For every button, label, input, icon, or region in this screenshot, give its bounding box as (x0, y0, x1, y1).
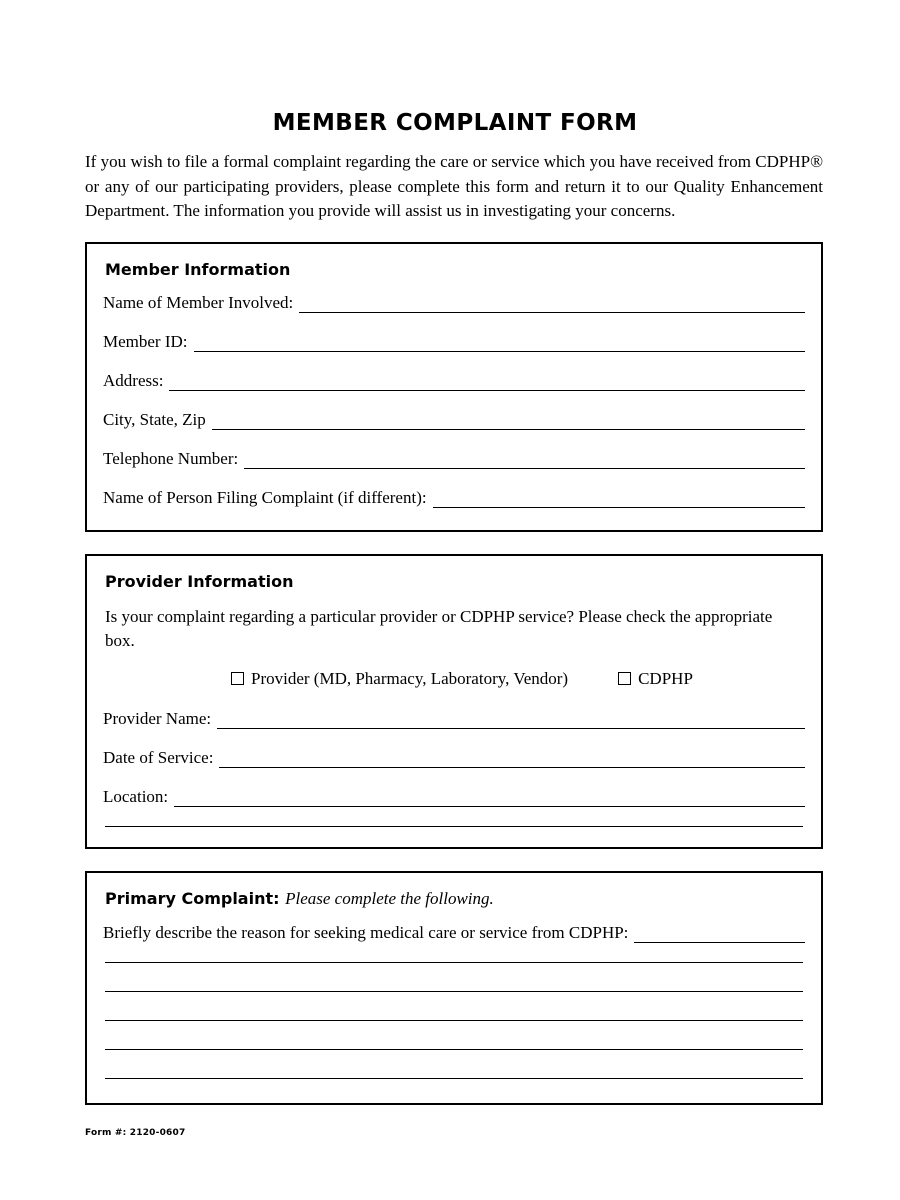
section-member-information (85, 242, 823, 532)
field-name-of-member-involved[interactable] (103, 293, 805, 313)
field-label: Provider Name: (103, 708, 212, 728)
field-label: Location: (103, 786, 169, 806)
complaint-answer-lines (103, 962, 805, 1079)
field-label: Telephone Number: (103, 448, 239, 468)
field-input-line[interactable] (217, 711, 805, 728)
field-label: Briefly describe the reason for seeking medical care or service from CDPHP: (103, 922, 629, 942)
field-input-line[interactable] (169, 374, 805, 391)
provider-checkbox-group (103, 669, 805, 689)
section-provider-information (85, 554, 823, 849)
field-name-of-person-filing-complaint[interactable] (103, 488, 805, 508)
checkbox-label: Provider (MD, Pharmacy, Laboratory, Vendor) (251, 668, 569, 688)
field-city-state-zip[interactable] (103, 410, 805, 430)
field-date-of-service[interactable] (103, 748, 805, 768)
checkbox-icon[interactable] (618, 672, 631, 685)
complaint-line[interactable] (105, 1049, 803, 1050)
complaint-line[interactable] (105, 962, 803, 963)
field-input-line[interactable] (433, 491, 805, 508)
checkbox-label: CDPHP (638, 668, 693, 688)
provider-question-text: Is your complaint regarding a particular provider or CDPHP service? Please check the appropriate box. (105, 606, 773, 650)
field-location[interactable] (103, 787, 805, 807)
page-title: MEMBER COMPLAINT FORM (272, 110, 638, 136)
field-input-line[interactable] (212, 413, 805, 430)
field-label: Name of Person Filing Complaint (if different): (103, 487, 427, 507)
intro-paragraph: If you wish to file a formal complaint regarding the care or service which you have received from CDPHP® or any of our participating providers, please complete this form and return it to our Quality Enhancement Department. The information you provide will assist us in investigating your concerns. (85, 152, 823, 221)
checkbox-provider[interactable] (231, 669, 568, 689)
field-label: Member ID: (103, 331, 188, 351)
section-primary-complaint (85, 871, 823, 1105)
field-label: Address: (103, 370, 164, 390)
field-input-line[interactable] (299, 296, 805, 313)
section-heading-member-information: Member Information (105, 259, 291, 279)
checkbox-icon[interactable] (231, 672, 244, 685)
field-telephone-number[interactable] (103, 449, 805, 469)
complaint-line[interactable] (105, 991, 803, 992)
complaint-line[interactable] (105, 1020, 803, 1021)
section-heading-primary-complaint (105, 889, 805, 909)
complaint-line[interactable] (105, 1078, 803, 1079)
checkbox-cdphp[interactable] (618, 669, 693, 689)
field-label: Name of Member Involved: (103, 292, 294, 312)
field-input-line[interactable] (219, 750, 805, 767)
section-heading-provider-information: Provider Information (105, 571, 294, 591)
field-address[interactable] (103, 371, 805, 391)
field-input-line[interactable] (174, 789, 805, 806)
form-number-footer: Form #: 2120-0607 (85, 1128, 186, 1138)
field-complaint-description[interactable] (103, 923, 805, 943)
field-member-id[interactable] (103, 332, 805, 352)
field-input-line[interactable] (244, 452, 805, 469)
form-body (85, 110, 825, 1127)
field-provider-name[interactable] (103, 709, 805, 729)
field-label: Date of Service: (103, 747, 214, 767)
field-label: City, State, Zip (103, 409, 206, 429)
field-input-line[interactable] (634, 925, 805, 942)
provider-extra-line[interactable] (105, 826, 803, 827)
field-input-line[interactable] (194, 335, 805, 352)
primary-complaint-heading-text: Primary Complaint: (105, 888, 280, 908)
primary-complaint-heading-note: Please complete the following. (285, 888, 494, 908)
